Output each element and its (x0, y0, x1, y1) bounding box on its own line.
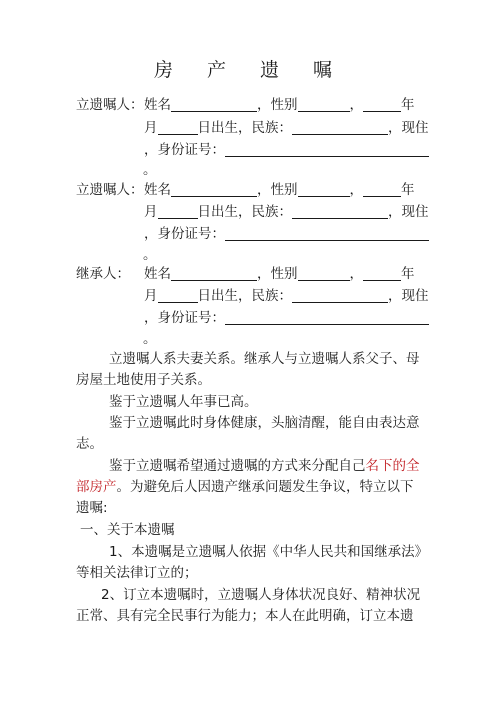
document-title: 房 产 遗 嘱 (153, 59, 347, 81)
relation-line-2: 房屋土地使用子关系。 (76, 372, 211, 388)
id-card-label: ，身份证号： (144, 310, 225, 326)
testator-2-line-2 (144, 203, 429, 221)
section-heading-1: 一、关于本遗嘱 (80, 522, 175, 538)
age-paragraph: 鉴于立遗嘱人年事已高。 (109, 394, 258, 410)
birth-ethnicity-label: 日出生，民族： (197, 120, 292, 136)
ethnicity-field[interactable] (292, 288, 388, 303)
separator: ， (349, 97, 363, 113)
gender-label: ，性别 (257, 182, 298, 198)
gender-field[interactable] (298, 182, 350, 197)
id-card-field[interactable] (225, 142, 429, 157)
ethnicity-field[interactable] (292, 204, 388, 219)
birth-year-field[interactable] (363, 182, 401, 197)
address-label: ，现住 (388, 120, 429, 136)
ethnicity-field[interactable] (292, 120, 388, 135)
clause-2-line-1: 2、订立本遗嘱时，立遗嘱人身体状况良好、精神状况 (101, 587, 421, 603)
gender-label: ，性别 (257, 97, 298, 113)
intent-text: 。为避免后人因遗产继承问题发生争议，特立以下 (116, 479, 414, 495)
testator-1-label: 立遗嘱人： (76, 97, 144, 113)
name-field[interactable] (171, 97, 257, 112)
testator-2-line-1 (76, 181, 415, 199)
testator-1-line-3 (144, 141, 429, 159)
name-label: 姓名 (144, 266, 171, 282)
birth-year-field[interactable] (363, 266, 401, 281)
birth-ethnicity-label: 日出生，民族： (197, 204, 292, 220)
gender-label: ，性别 (257, 266, 298, 282)
heir-line-2 (144, 287, 429, 305)
year-label: 年 (401, 266, 415, 282)
period-mark: 。 (143, 331, 157, 347)
birth-ethnicity-label: 日出生，民族： (197, 288, 292, 304)
heir-line-3 (144, 309, 429, 327)
year-label: 年 (401, 182, 415, 198)
id-card-field[interactable] (225, 310, 429, 325)
heir-line-1 (76, 265, 415, 283)
health-line-1: 鉴于立遗嘱此时身体健康，头脑清醒，能自由表达意 (109, 415, 420, 431)
highlighted-text: 部房产 (76, 479, 117, 495)
id-card-label: ，身份证号： (144, 142, 225, 158)
month-label: 月 (144, 120, 158, 136)
testator-2-label: 立遗嘱人： (76, 182, 144, 198)
period-mark: 。 (143, 162, 157, 178)
birth-month-field[interactable] (158, 288, 198, 303)
birth-month-field[interactable] (158, 120, 198, 135)
gender-field[interactable] (298, 266, 350, 281)
separator: ， (349, 182, 363, 198)
gender-field[interactable] (298, 97, 350, 112)
testator-1-line-1 (76, 96, 415, 114)
period-mark: 。 (143, 247, 157, 263)
id-card-label: ，身份证号： (144, 226, 225, 242)
highlighted-text: 名下的全 (365, 458, 420, 474)
address-label: ，现住 (388, 204, 429, 220)
year-label: 年 (401, 97, 415, 113)
health-line-2: 志。 (76, 436, 103, 452)
name-label: 姓名 (144, 97, 171, 113)
name-field[interactable] (171, 266, 257, 281)
intent-line-3: 遗嘱: (76, 500, 108, 516)
birth-month-field[interactable] (158, 204, 198, 219)
month-label: 月 (144, 288, 158, 304)
name-field[interactable] (171, 182, 257, 197)
testator-1-line-2 (144, 119, 429, 137)
name-label: 姓名 (144, 182, 171, 198)
intent-line-1 (109, 457, 420, 475)
separator: ， (349, 266, 363, 282)
birth-year-field[interactable] (363, 97, 401, 112)
month-label: 月 (144, 204, 158, 220)
heir-label: 继承人： (76, 266, 130, 282)
address-label: ，现住 (388, 288, 429, 304)
intent-text: 鉴于立遗嘱希望通过遗嘱的方式来分配自己 (109, 458, 366, 474)
clause-2-line-2: 正常、具有完全民事行为能力；本人在此明确，订立本遗 (76, 608, 414, 624)
relation-line-1: 立遗嘱人系夫妻关系。继承人与立遗嘱人系父子、母 (109, 351, 420, 367)
clause-1-line-1: 1、本遗嘱是立遗嘱人依据《中华人民共和国继承法》 (109, 544, 429, 560)
id-card-field[interactable] (225, 226, 429, 241)
intent-line-2 (76, 478, 414, 496)
testator-2-line-3 (144, 225, 429, 243)
clause-1-line-2: 等相关法律订立的； (76, 565, 198, 581)
